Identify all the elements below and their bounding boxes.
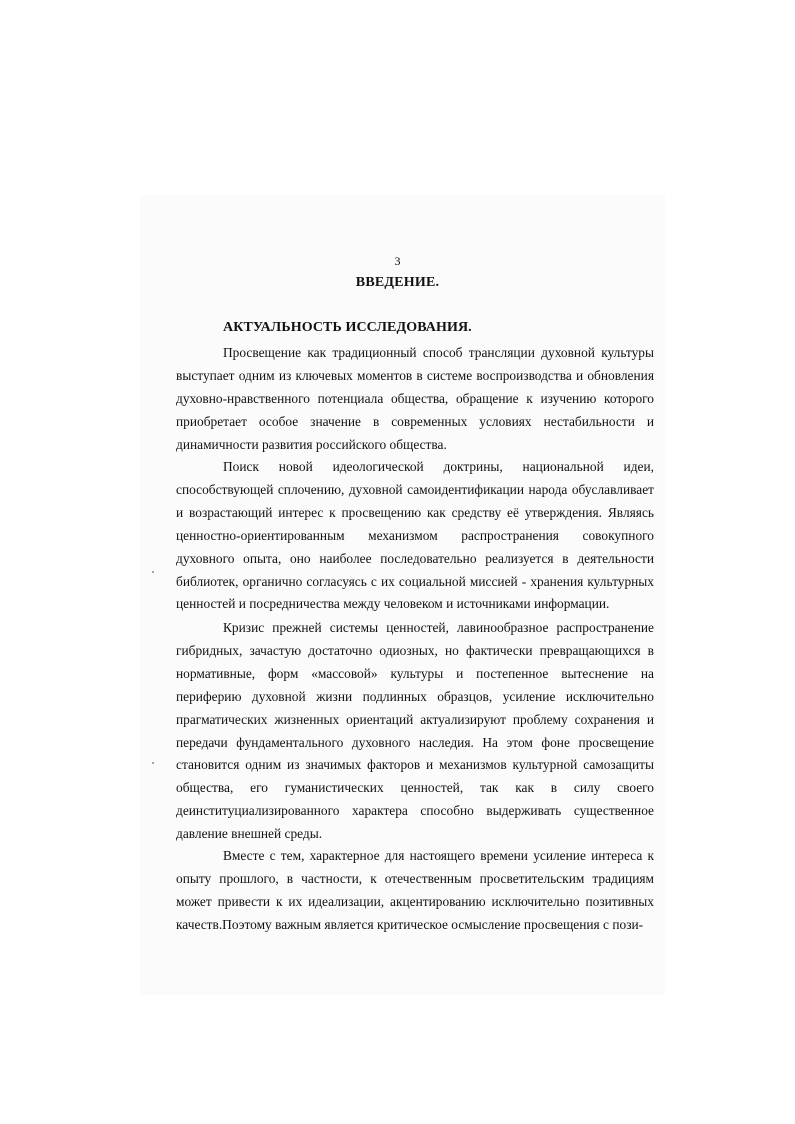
paragraph-3: [176, 617, 654, 846]
paragraph-4: [176, 845, 654, 937]
scan-speck: [152, 571, 154, 573]
paragraph-text: Кризис прежней системы ценностей, лавинообразное распространение гибридных, зачастую достаточно одиозных, но фактически превращающихся в нормативные, форм «массовой» культуры и постепенное вытеснение на периферию духовной жизни подлинных образцов, усиление исключительно прагматических жизненных ориентаций актуализируют проблему сохранения и передачи фундаментального духовного наследия. На этом фоне просвещение становится одним из значимых факторов и механизмов культурной самозащиты общества, его гуманистических ценностей, так как в силу своего деинституциализированного характера способно выдерживать существенное давление внешней среды.: [176, 620, 654, 842]
paragraph-1: [176, 342, 654, 457]
paragraph-2: [176, 456, 654, 616]
paragraph-text: Поиск новой идеологической доктрины, национальной идеи, способствующей сплочению, духовной самоидентификации народа обуславливает и возрастающий интерес к просвещению как средству её утверждения. Являясь ценностно-ориентированным механизмом распространения совокупного духовного опыта, оно наиболее последовательно реализуется в деятельности библиотек, органично согласуясь с их социальной миссией - хранения культурных ценностей и посредничества между человеком и источниками информации.: [176, 459, 654, 612]
scan-speck: [152, 762, 154, 764]
page-number: 3: [394, 254, 401, 268]
subheading: АКТУАЛЬНОСТЬ ИССЛЕДОВАНИЯ.: [223, 320, 472, 335]
section-title: ВВЕДЕНИЕ.: [355, 275, 440, 290]
paragraph-text: Вместе с тем, характерное для настоящего времени усиление интереса к опыту прошлого, в частности, к отечественным просветительским традициям может привести к их идеализации, акцентированию исключительно позитивных качеств.Поэтому важным является критическое осмысление просвещения с пози-: [176, 848, 654, 932]
paragraph-text: Просвещение как традиционный способ трансляции духовной культуры выступает одним из ключевых моментов в системе воспроизводства и обновления духовно-нравственного потенциала общества, обращение к изучению которого приобретает особое значение в современных условиях нестабильности и динамичности развития российского общества.: [176, 345, 654, 452]
